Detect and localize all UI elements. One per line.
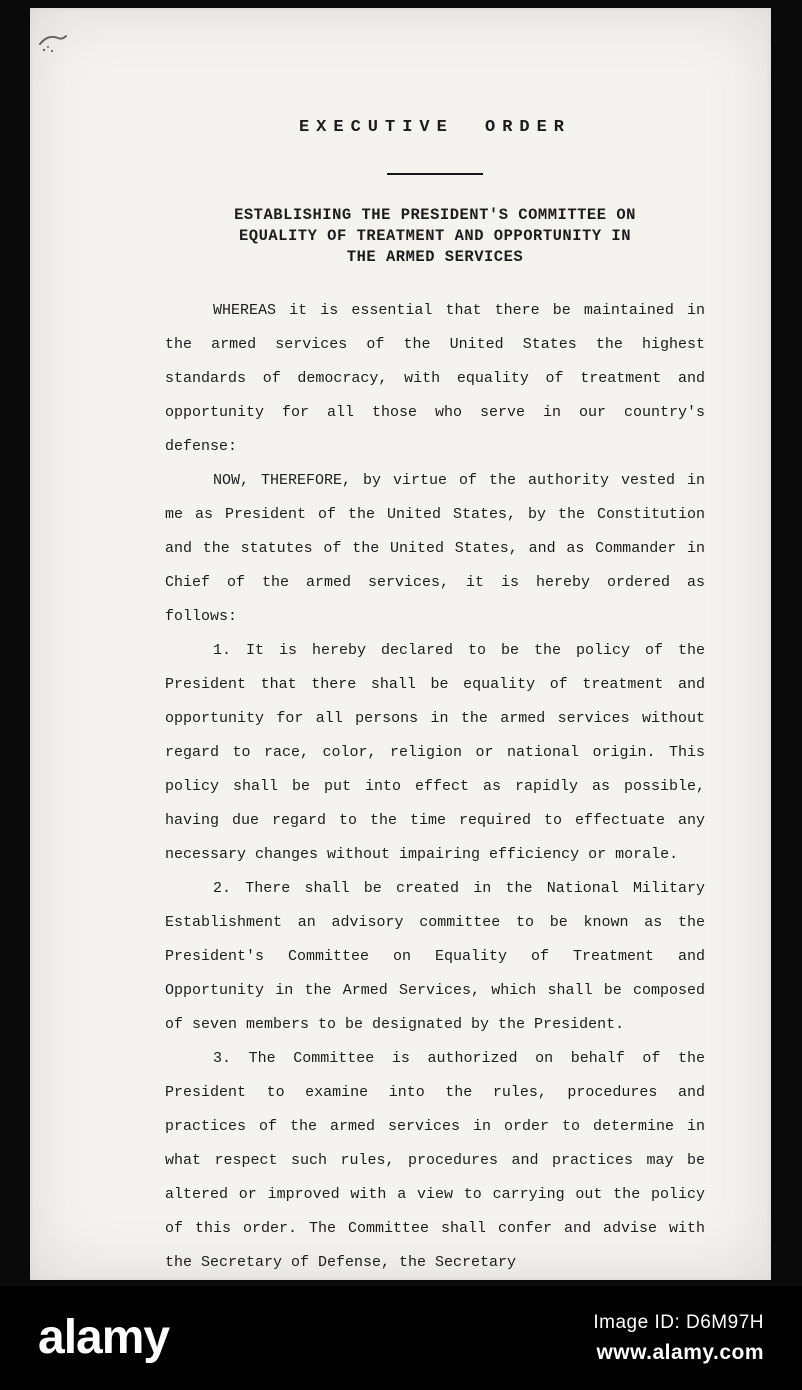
paragraph-clause-1: 1. It is hereby declared to be the policy of the President that there shall be equality of treatment and opportunity for all persons in the armed services without regard to race, color, religion or national origin. This policy shall be put into effect as rapidly as possible, having due regard to the time required to effectuate any necessary changes without impairing efficiency or morale. (165, 642, 705, 863)
subtitle-line-2: EQUALITY OF TREATMENT AND OPPORTUNITY IN (238, 227, 632, 245)
alamy-url: www.alamy.com (596, 1340, 764, 1364)
subtitle-line-1: ESTABLISHING THE PRESIDENT'S COMMITTEE ON (234, 206, 636, 224)
paragraph-clause-2: 2. There shall be created in the National Military Establishment an advisory committee to be known as the President's Committee on Equality of Treatment and Opportunity in the Armed Services, which shall be composed of seven members to be designated by the President. (165, 880, 705, 1033)
paragraph-now-therefore: NOW, THEREFORE, by virtue of the authority vested in me as President of the United States, by the Constitution and the statutes of the United States, and as Commander in Chief of the armed services, it is hereby ordered as follows: (165, 472, 705, 625)
title-divider (387, 173, 483, 175)
watermark-bar (0, 1286, 802, 1390)
document-page (30, 8, 771, 1280)
document-subtitle (165, 205, 705, 268)
paragraph-whereas: WHEREAS it is essential that there be maintained in the armed services of the United States the highest standards of democracy, with equality of treatment and opportunity for all those who serve in our country's defense: (165, 302, 705, 455)
document-title: EXECUTIVE ORDER (298, 118, 572, 137)
document-content (165, 8, 705, 1280)
subtitle-line-3: THE ARMED SERVICES (346, 248, 524, 266)
alamy-logo: alamy (38, 1311, 170, 1364)
document-body (165, 294, 705, 1280)
paragraph-clause-3: 3. The Committee is authorized on behalf of the President to examine into the rules, procedures and practices of the armed services in order to determine in what respect such rules, procedures and practices may be altered or improved with a view to carrying out the policy of this order. The Committee shall confer and advise with the Secretary of Defense, the Secretary (165, 1050, 705, 1271)
pen-scribble-icon (34, 24, 94, 54)
image-id-label: Image ID: D6M97H (593, 1311, 764, 1333)
watermark-info (593, 1312, 764, 1365)
